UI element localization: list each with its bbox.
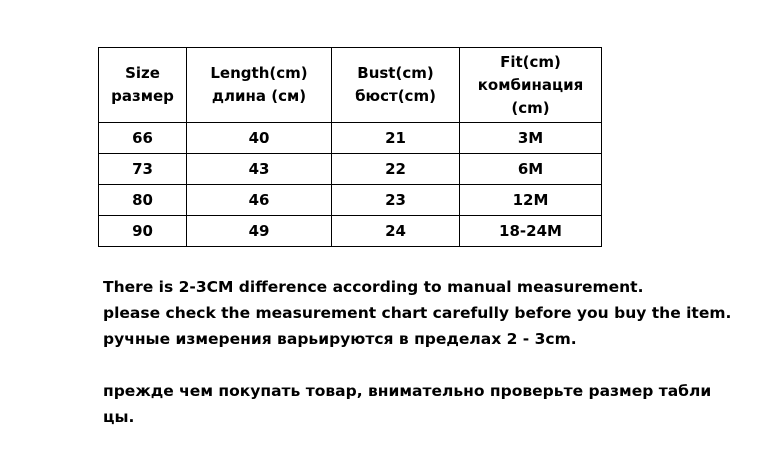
note-check-chart-ru-cont: цы. (103, 408, 135, 426)
cell-size: 66 (99, 123, 187, 154)
notes-spacer (103, 352, 731, 378)
header-length (187, 48, 332, 123)
size-chart-table (98, 47, 602, 247)
measurement-notes (103, 274, 731, 430)
cell-fit: 6M (460, 154, 602, 185)
header-size-en: Size (125, 64, 160, 82)
note-difference-en: There is 2-3CM difference according to manual measurement. (103, 278, 644, 296)
cell-size: 73 (99, 154, 187, 185)
cell-length: 40 (187, 123, 332, 154)
header-fit (460, 48, 602, 123)
cell-bust: 21 (332, 123, 460, 154)
cell-length: 43 (187, 154, 332, 185)
table-row (99, 123, 602, 154)
cell-bust: 22 (332, 154, 460, 185)
header-length-ru: длина (см) (211, 87, 307, 105)
header-size-ru: размер (111, 87, 174, 105)
cell-length: 49 (187, 216, 332, 247)
cell-bust: 23 (332, 185, 460, 216)
header-fit-en: Fit(cm) (500, 52, 561, 71)
header-fit-unit: (cm) (511, 98, 550, 117)
table-header-row (99, 48, 602, 123)
header-bust-en: Bust(cm) (357, 64, 434, 82)
cell-size: 80 (99, 185, 187, 216)
cell-length: 46 (187, 185, 332, 216)
table-row (99, 154, 602, 185)
header-bust (332, 48, 460, 123)
header-size (99, 48, 187, 123)
cell-fit: 3M (460, 123, 602, 154)
header-bust-ru: бюст(cm) (355, 87, 436, 105)
header-length-en: Length(cm) (210, 64, 308, 82)
note-check-chart-en: please check the measurement chart carefully before you buy the item. (103, 304, 732, 322)
cell-bust: 24 (332, 216, 460, 247)
cell-fit: 12M (460, 185, 602, 216)
note-difference-ru: ручные измерения варьируются в пределах 2 - 3cm. (103, 330, 577, 348)
table-row (99, 216, 602, 247)
cell-size: 90 (99, 216, 187, 247)
note-check-chart-ru: прежде чем покупать товар, внимательно проверьте размер табли (103, 382, 712, 400)
header-fit-ru: комбинация (477, 75, 584, 94)
table-row (99, 185, 602, 216)
cell-fit: 18-24M (460, 216, 602, 247)
